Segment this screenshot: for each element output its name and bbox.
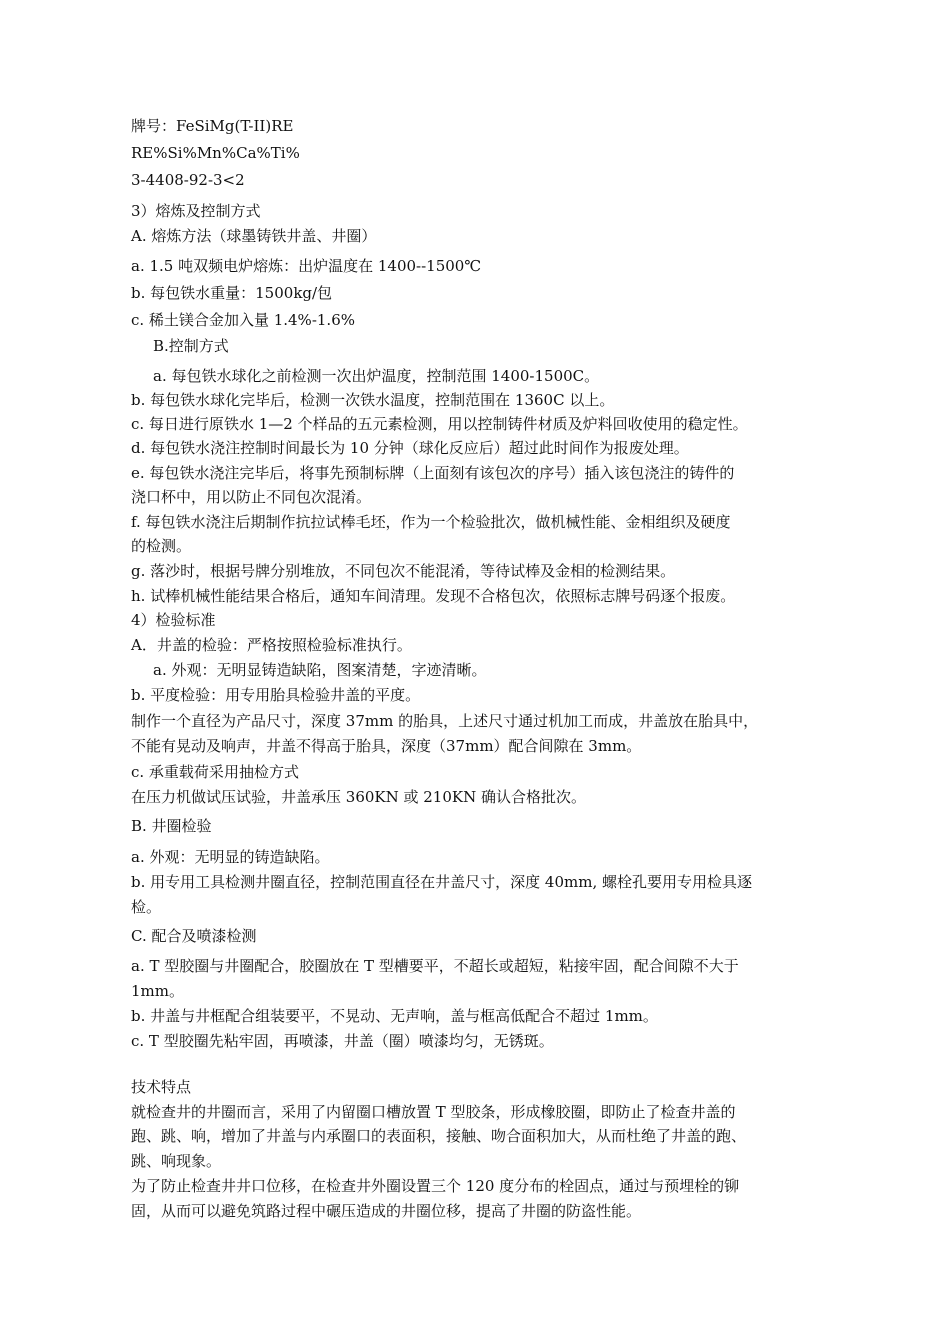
text-line: 检。 [131, 898, 162, 916]
text-line: A．井盖的检验：严格按照检验标准执行。 [131, 636, 412, 654]
text-line: 牌号：FeSiMg(T-II)RE [131, 117, 294, 135]
text-line: b. 每包铁水重量：1500kg/包 [131, 284, 333, 302]
text-line: 跑、跳、响，增加了井盖与内承圈口的表面积，接触、吻合面积加大，从而杜绝了井盖的跑、 [131, 1127, 747, 1145]
text-line: 在压力机做试压试验，井盖承压 360KN 或 210KN 确认合格批次。 [131, 788, 586, 806]
text-line: f. 每包铁水浇注后期制作抗拉试棒毛坯，作为一个检验批次，做机械性能、金相组织及硬度 [131, 513, 731, 531]
text-line: c. 稀土镁合金加入量 1.4%-1.6% [131, 311, 355, 329]
text-line: 跳、响现象。 [131, 1152, 222, 1170]
text-line: 的检测。 [131, 537, 192, 555]
text-line: B. 井圈检验 [131, 817, 212, 835]
text-line: 固，从而可以避免筑路过程中碾压造成的井圈位移，提高了井圈的防盗性能。 [131, 1202, 642, 1220]
text-line: c. T 型胶圈先粘牢固，再喷漆，井盖（圈）喷漆均匀，无锈斑。 [131, 1032, 554, 1050]
text-line: 3）熔炼及控制方式 [131, 202, 261, 220]
text-line: RE%Si%Mn%Ca%Ti% [131, 144, 300, 162]
text-line: 制作一个直径为产品尺寸，深度 37mm 的胎具，上述尺寸通过机加工而成，井盖放在胎具中， [131, 712, 759, 730]
text-line: B.控制方式 [153, 337, 229, 355]
text-line: a. 外观：无明显铸造缺陷，图案清楚，字迹清晰。 [153, 661, 487, 679]
text-line: 1mm。 [131, 982, 184, 1000]
text-line: c. 每日进行原铁水 1—2 个样品的五元素检测，用以控制铸件材质及炉料回收使用的稳定性。 [131, 415, 748, 433]
text-line: b. 用专用工具检测井圈直径，控制范围直径在井盖尺寸，深度 40mm, 螺栓孔要用专用检具逐 [131, 873, 752, 891]
text-line: 就检查井的井圈而言，采用了内留圈口槽放置 T 型胶条，形成橡胶圈，即防止了检查井盖的 [131, 1103, 736, 1121]
text-line: 不能有晃动及响声，井盖不得高于胎具，深度（37mm）配合间隙在 3mm。 [131, 737, 642, 755]
text-line: b. 每包铁水球化完毕后，检测一次铁水温度，控制范围在 1360C 以上。 [131, 391, 615, 409]
text-line: 浇口杯中，用以防止不同包次混淆。 [131, 488, 372, 506]
text-line: A. 熔炼方法（球墨铸铁井盖、井圈） [131, 227, 377, 245]
text-line: h. 试棒机械性能结果合格后，通知车间清理。发现不合格包次，依照标志牌号码逐个报废。 [131, 587, 736, 605]
text-line: e. 每包铁水浇注完毕后，将事先预制标牌（上面刻有该包次的序号）插入该包浇注的铸件的 [131, 464, 735, 482]
text-line: a. 每包铁水球化之前检测一次出炉温度，控制范围 1400-1500C。 [153, 367, 600, 385]
text-line: a. 1.5 吨双频电炉熔炼：出炉温度在 1400--1500℃ [131, 257, 482, 275]
text-line: C. 配合及喷漆检测 [131, 927, 257, 945]
text-line: g. 落沙时，根据号牌分别堆放，不同包次不能混淆，等待试棒及金相的检测结果。 [131, 562, 676, 580]
text-line: 为了防止检查井井口位移，在检查井外圈设置三个 120 度分布的栓固点，通过与预埋栓的铆 [131, 1177, 740, 1195]
text-line: a. T 型胶圈与井圈配合，胶圈放在 T 型槽要平，不超长或超短，粘接牢固，配合间隙不大于 [131, 957, 739, 975]
text-line: a. 外观：无明显的铸造缺陷。 [131, 848, 330, 866]
text-line: b. 平度检验：用专用胎具检验井盖的平度。 [131, 686, 421, 704]
text-line: 技术特点 [131, 1078, 192, 1096]
text-line: 4）检验标准 [131, 611, 216, 629]
text-line: d. 每包铁水浇注控制时间最长为 10 分钟（球化反应后）超过此时间作为报废处理。 [131, 439, 689, 457]
text-line: c. 承重载荷采用抽检方式 [131, 763, 299, 781]
text-line: 3-4408-92-3<2 [131, 171, 245, 189]
text-line: b. 井盖与井框配合组装要平，不晃动、无声响，盖与框高低配合不超过 1mm。 [131, 1007, 658, 1025]
